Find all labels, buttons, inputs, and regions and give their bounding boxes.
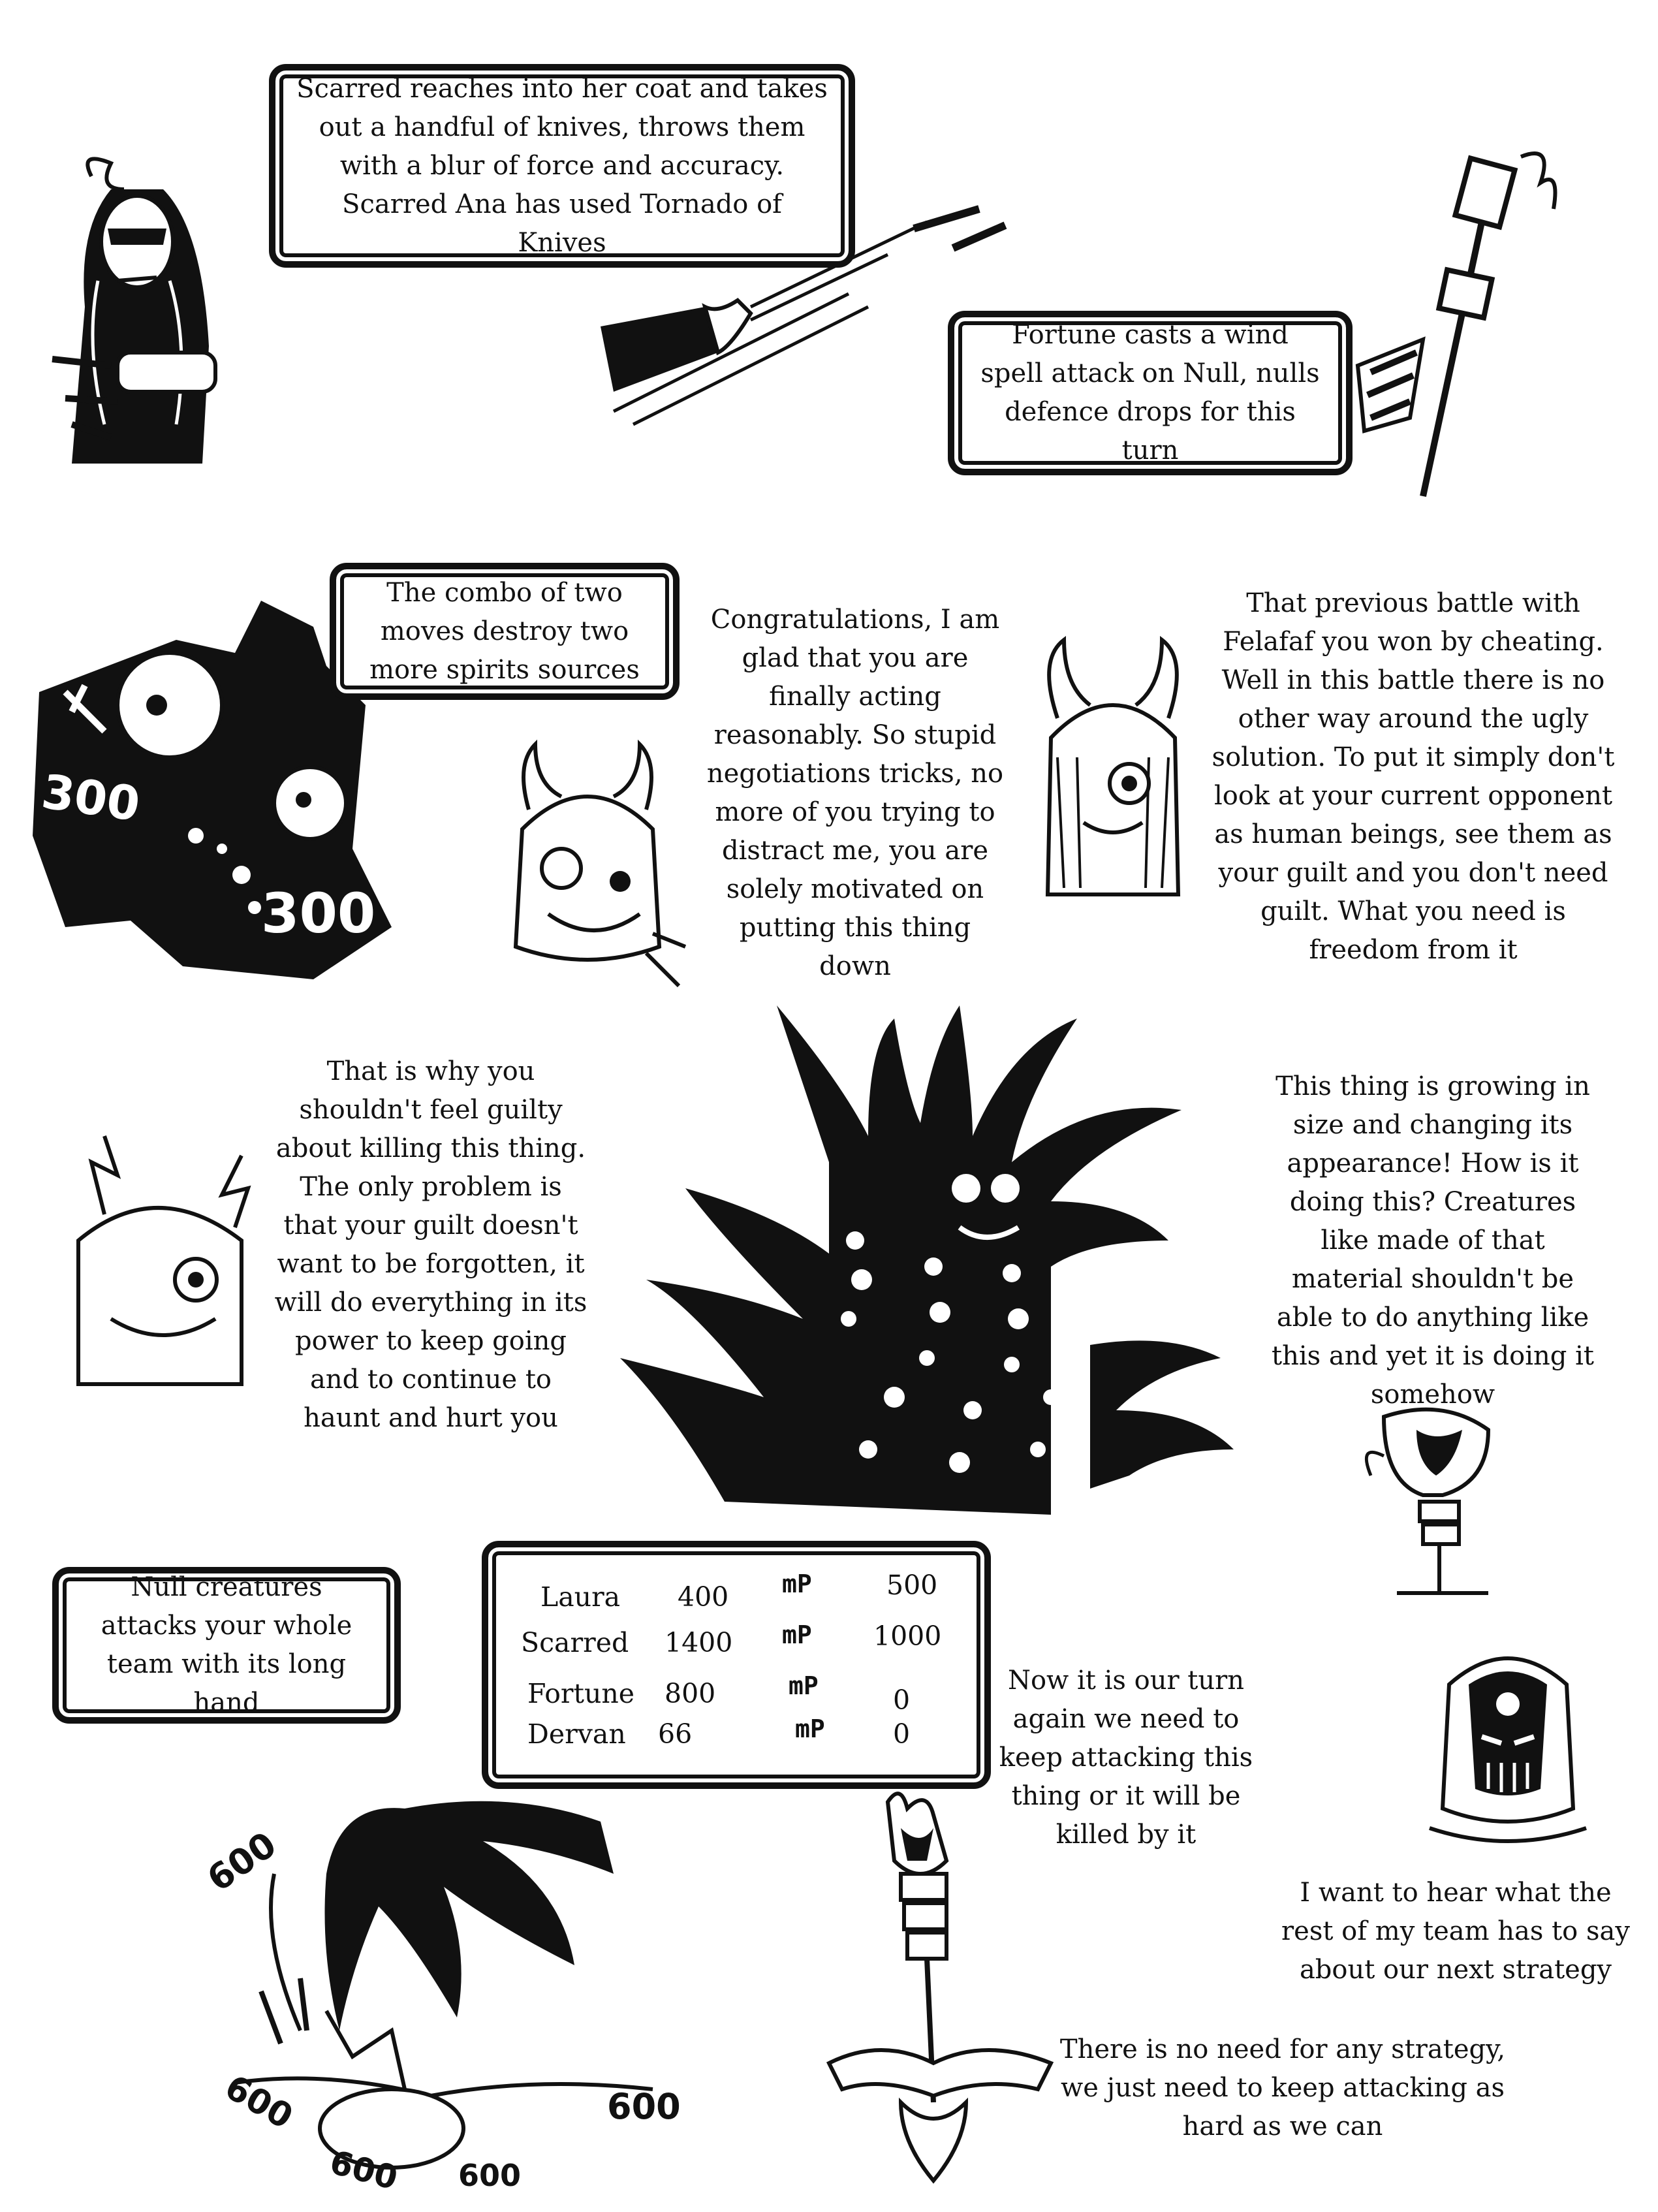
- scarred-attack-text: Scarred reaches into her coat and takes out a handful of knives, throws them with a blur of force and accuracy. Scarred Ana has used Tornado of Knives: [296, 73, 828, 258]
- no-strategy-dialogue: There is no need for any strategy, we just need to keep attacking as hard as we can: [1059, 2034, 1506, 2141]
- previous-battle-dialogue: That previous battle with Felafaf you won by cheating. Well in this battle there is no other way around the ugly solution. To put it simply don't look at your current opponent as human beings, see them as your guilt and you don't need guilt. What you need is freedom from it: [1212, 588, 1615, 965]
- fortune-attack-caption: [948, 311, 1353, 475]
- team-stats-panel: [482, 1541, 991, 1789]
- stats-hp: 800: [665, 1678, 716, 1709]
- stats-mp: 0: [893, 1718, 911, 1750]
- horned-spirit-face-mid: [65, 1123, 261, 1410]
- scarred-ana-figure: [39, 150, 235, 477]
- stats-name: Fortune: [527, 1678, 635, 1709]
- stats-name: Dervan: [527, 1718, 626, 1750]
- hear-team-dialogue: I want to hear what the rest of my team has to say about our next strategy: [1281, 1878, 1630, 1985]
- fortune-staff-figure: [1358, 1404, 1508, 1600]
- our-turn-dialogue: Now it is our turn again we need to keep attacking this thing or it will be killed by it: [999, 1666, 1253, 1850]
- hand-damage-bottom-b: 600: [458, 2158, 522, 2193]
- null-attack-caption: [52, 1567, 401, 1724]
- combo-damage-b: 300: [261, 881, 376, 945]
- horned-spirit-face-small: [490, 738, 692, 1012]
- stats-mp-label: mP: [795, 1714, 825, 1743]
- stats-mp-label: mP: [789, 1671, 819, 1700]
- masked-knight-face: [1410, 1639, 1606, 1861]
- hand-damage-bottom-a: 600: [326, 2143, 402, 2198]
- stats-mp: 500: [886, 1570, 938, 1601]
- stats-hp: 400: [678, 1581, 729, 1613]
- null-creature-large: [594, 992, 1260, 1515]
- stats-name: Scarred: [521, 1627, 629, 1658]
- hand-damage-top: 600: [200, 1824, 284, 1900]
- horned-spirit-face-large: [1031, 633, 1195, 914]
- stats-hp: 66: [658, 1718, 693, 1750]
- stats-mp-label: mP: [782, 1620, 812, 1649]
- stats-mp: 0: [893, 1684, 911, 1716]
- growing-dialogue: This thing is growing in size and changing its appearance! How is it doing this? Creatures like made of that material shouldn't be able to do anything like this and yet it is doing it somehow: [1272, 1071, 1594, 1410]
- hand-damage-right: 600: [607, 2086, 681, 2127]
- dervan-figure: [803, 1789, 1077, 2200]
- null-attack-text: Null creatures attacks your whole team with its long hand: [101, 1572, 352, 1718]
- stats-hp: 1400: [665, 1627, 733, 1658]
- fortune-attack-text: Fortune casts a wind spell attack on Null, nulls defence drops for this turn: [980, 320, 1320, 466]
- combo-damage-a: 300: [38, 763, 144, 832]
- fortune-staff: [1345, 144, 1606, 509]
- stats-mp: 1000: [873, 1620, 942, 1652]
- combo-caption: [330, 563, 680, 700]
- combo-text: The combo of two moves destroy two more spirits sources: [369, 577, 640, 685]
- stats-name: Laura: [540, 1581, 621, 1613]
- hand-damage-left: 600: [218, 2067, 300, 2138]
- guilt-dialogue: That is why you shouldn't feel guilty about killing this thing. The only problem is that your guilt doesn't want to be forgotten, it will do everything in its power to keep going and to continue to haunt and hurt you: [274, 1056, 587, 1433]
- congrats-dialogue: Congratulations, I am glad that you are finally acting reasonably. So stupid negotiations tricks, no more of you trying to distract me, you are solely motivated on putting this thing down: [706, 605, 1004, 981]
- stats-mp-label: mP: [782, 1570, 812, 1598]
